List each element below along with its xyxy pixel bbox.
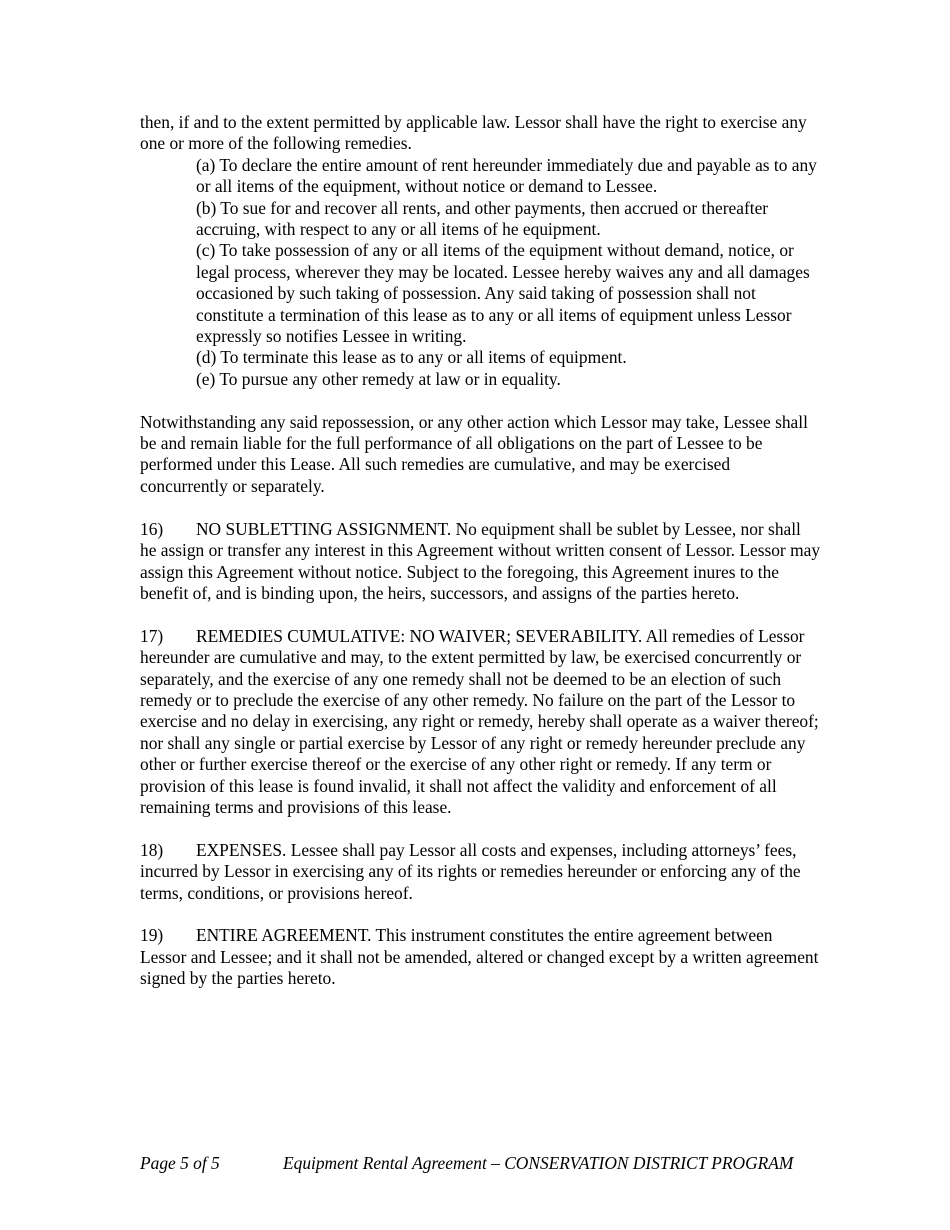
- remedy-b: (b) To sue for and recover all rents, and other payments, then accrued or thereafter accruing, with respect to any or all items of he equipment.: [196, 197, 769, 240]
- section-text: NO SUBLETTING ASSIGNMENT. No equipment shall be sublet by Lessee, nor shall he assign or transfer any interest in this Agreement without written consent of Lessor. Lessor may assign this Agreement without notice. Subject to the foregoing, this Agreement inures to the benefit of, and is binding upon, the heirs, successors, and assigns of the parties hereto.: [140, 518, 821, 603]
- intro-paragraph: then, if and to the extent permitted by applicable law. Lessor shall have the right to exercise any one or more of the following remedies.: [140, 112, 807, 154]
- section-text: REMEDIES CUMULATIVE: NO WAIVER; SEVERABILITY. All remedies of Lessor hereunder are cumulative and may, to the extent permitted by law, be exercised concurrently or separately, and the exercise of any one remedy shall not be deemed to be an election of such remedy or to preclude the exercise of any other remedy. No failure on the part of the Lessor to exercise and no delay in exercising, any right or remedy, hereby shall operate as a waiver thereof; nor shall any single or partial exercise by Lessor of any right or remedy hereunder preclude any other or further exercise thereof or the exercise of any other right or remedy. If any term or provision of this lease is found invalid, it shall not affect the validity and enforcement of all remaining terms and provisions of this lease.: [140, 625, 819, 817]
- remedy-d: (d) To terminate this lease as to any or all items of equipment.: [196, 347, 627, 368]
- section-number: 18): [140, 839, 164, 860]
- section-19: [140, 925, 820, 989]
- notwithstanding-paragraph: Notwithstanding any said repossession, or any other action which Lessor may take, Lessee shall be and remain liable for the full performance of all obligations on the part of Lessee to be performed under this Lease. All such remedies are cumulative, and may be exercised concurrently or separately.: [140, 411, 808, 496]
- section-18: [140, 840, 820, 904]
- remedy-a: (a) To declare the entire amount of rent hereunder immediately due and payable as to any or all items of the equipment, without notice or demand to Lessee.: [196, 154, 817, 197]
- section-text: ENTIRE AGREEMENT. This instrument constitutes the entire agreement between Lessor and Lessee; and it shall not be amended, altered or changed except by a written agreement signed by the parties hereto.: [140, 925, 819, 989]
- remedy-e: (e) To pursue any other remedy at law or in equality.: [196, 368, 561, 389]
- document-body: [140, 112, 820, 990]
- remedies-list: [196, 155, 820, 390]
- section-text: EXPENSES. Lessee shall pay Lessor all costs and expenses, including attorneys’ fees, incurred by Lessor in exercising any of its rights or remedies hereunder or enforcing any of the terms, conditions, or provisions hereof.: [140, 839, 801, 903]
- page-number: Page 5 of 5: [140, 1153, 220, 1173]
- page-footer: [140, 1153, 840, 1174]
- section-17: [140, 626, 820, 819]
- section-16: [140, 519, 820, 605]
- footer-title: Equipment Rental Agreement – CONSERVATION DISTRICT PROGRAM: [283, 1153, 794, 1173]
- remedy-c: (c) To take possession of any or all items of the equipment without demand, notice, or legal process, wherever they may be located. Lessee hereby waives any and all damages occasioned by such taking of possession. Any said taking of possession shall not constitute a termination of this lease as to any or all items of equipment unless Lessor expressly so notifies Lessee in writing.: [196, 240, 810, 347]
- section-number: 17): [140, 625, 164, 646]
- section-number: 16): [140, 518, 164, 539]
- section-number: 19): [140, 925, 164, 946]
